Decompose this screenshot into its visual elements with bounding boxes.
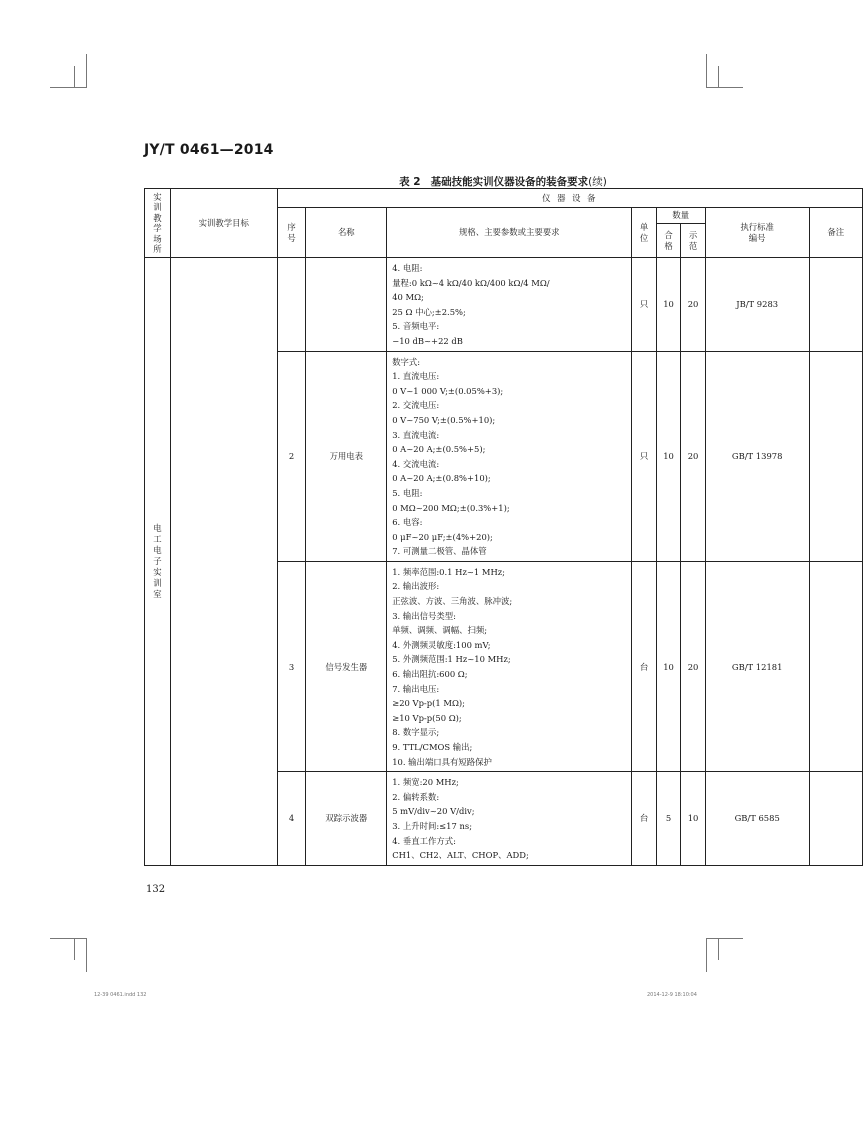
location-cell (145, 258, 171, 866)
header-unit-text: 单位 (639, 222, 649, 243)
header-location-text: 实训教学场所 (153, 191, 162, 254)
spec-cell (387, 561, 632, 771)
spec-line: 1. 频率范围:0.1 Hz~1 MHz; (392, 566, 505, 577)
spec-line: 量程:0 kΩ~4 kΩ/40 kΩ/400 kΩ/4 MΩ/ (392, 277, 550, 288)
seq-cell (277, 258, 306, 352)
caption-number: 表 2 (399, 176, 421, 188)
spec-line: 单频、调频、调幅、扫频; (392, 625, 488, 636)
standard-number: JY/T 0461—2014 (144, 142, 274, 158)
spec-line: 5. 电阻: (392, 487, 423, 498)
spec-line: 4. 外测频灵敏度:100 mV; (392, 639, 491, 650)
header-goal: 实训教学目标 (170, 189, 277, 258)
unit-cell: 台 (632, 772, 657, 866)
spec-line: ≥20 Vp-p(1 MΩ); (392, 698, 465, 709)
spec-line: 0 A~20 A;±(0.5%+5); (392, 444, 486, 455)
spec-cell (387, 351, 632, 561)
spec-line: 3. 上升时间:≤17 ns; (392, 820, 473, 831)
model-cell: 20 (681, 561, 706, 771)
spec-line: 0 MΩ~200 MΩ;±(0.3%+1); (392, 502, 510, 513)
spec-line: 正弦波、方波、三角波、脉冲波; (392, 596, 513, 607)
header-model-text: 示范 (688, 230, 698, 251)
spec-line: 2. 偏转系数: (392, 791, 440, 802)
crop-mark (50, 87, 87, 88)
spec-line: 5. 外测频范围:1 Hz~10 MHz; (392, 654, 511, 665)
spec-line: 7. 输出电压: (392, 683, 440, 694)
standard-cell: GB/T 13978 (705, 351, 809, 561)
spec-line: 1. 直流电压: (392, 371, 440, 382)
header-remark: 备注 (809, 208, 862, 258)
spec-line: 40 MΩ; (392, 292, 424, 303)
spec-cell (387, 258, 632, 352)
spec-line: 25 Ω 中心;±2.5%; (392, 306, 466, 317)
header-name: 名称 (306, 208, 387, 258)
crop-mark (706, 938, 707, 972)
spec-line: −10 dB~+22 dB (392, 335, 463, 346)
spec-line: 0 V~1 000 V;±(0.05%+3); (392, 385, 504, 396)
spec-line: 4. 电阻: (392, 263, 423, 273)
spec-line: 3. 输出信号类型: (392, 610, 456, 621)
spec-line: 4. 垂直工作方式: (392, 835, 456, 846)
print-timestamp: 2014-12-9 18:10:04 (647, 992, 697, 998)
name-cell (306, 258, 387, 352)
spec-line: 10. 输出端口具有短路保护 (392, 756, 492, 767)
header-unit (632, 208, 657, 258)
spec-line: 6. 电容: (392, 517, 423, 528)
header-quantity: 数量 (656, 208, 705, 224)
crop-mark (718, 66, 719, 88)
page-number: 132 (146, 884, 166, 895)
model-cell: 20 (681, 258, 706, 352)
spec-line: 0 μF~20 μF;±(4%+20); (392, 531, 493, 542)
equipment-table (144, 188, 863, 866)
header-location (145, 189, 171, 258)
remark-cell (809, 772, 862, 866)
spec-line: CH1、CH2、ALT、CHOP、ADD; (392, 850, 529, 861)
spec-line: 5 mV/div~20 V/div; (392, 806, 475, 817)
crop-mark (74, 938, 75, 960)
seq-cell: 4 (277, 772, 306, 866)
spec-line: 9. TTL/CMOS 输出; (392, 742, 473, 752)
location-text: 电工电子实训室 (153, 522, 162, 599)
crop-mark (74, 66, 75, 88)
crop-mark (718, 938, 719, 960)
standard-cell: JB/T 9283 (705, 258, 809, 352)
spec-line: 数字式: (392, 356, 421, 367)
qualified-cell: 10 (656, 351, 681, 561)
standard-cell: GB/T 12181 (705, 561, 809, 771)
spec-cell (387, 772, 632, 866)
standard-cell: GB/T 6585 (705, 772, 809, 866)
model-cell: 20 (681, 351, 706, 561)
spec-line: 1. 频宽:20 MHz; (392, 777, 459, 788)
spec-line: 6. 输出阻抗:600 Ω; (392, 669, 468, 680)
spec-line: 7. 可测量二极管、晶体管 (392, 546, 487, 557)
spec-line: 3. 直流电流: (392, 429, 440, 440)
model-cell: 10 (681, 772, 706, 866)
unit-cell: 只 (632, 258, 657, 352)
qualified-cell: 10 (656, 258, 681, 352)
seq-cell: 2 (277, 351, 306, 561)
header-standard-text: 执行标准编号 (740, 221, 774, 243)
header-seq-text: 序号 (287, 222, 296, 243)
spec-line: 0 A~20 A;±(0.8%+10); (392, 473, 491, 484)
header-seq (277, 208, 306, 258)
spec-line: 5. 音频电平: (392, 321, 440, 332)
header-standard (705, 208, 809, 258)
remark-cell (809, 258, 862, 352)
table-caption (144, 174, 862, 189)
remark-cell (809, 351, 862, 561)
spec-line: 2. 交流电压: (392, 400, 440, 411)
crop-mark (706, 87, 743, 88)
crop-mark (706, 938, 743, 939)
spec-line: 0 V~750 V;±(0.5%+10); (392, 414, 496, 425)
unit-cell: 台 (632, 561, 657, 771)
header-spec: 规格、主要参数或主要要求 (387, 208, 632, 258)
spec-line: 2. 输出波形: (392, 581, 440, 592)
name-cell: 双踪示波器 (306, 772, 387, 866)
table-row (145, 258, 863, 352)
print-file-info: 12-39 0461.indd 132 (94, 992, 147, 998)
seq-cell: 3 (277, 561, 306, 771)
header-model (681, 224, 706, 258)
spec-line: ≥10 Vp-p(50 Ω); (392, 712, 462, 723)
caption-title: 基础技能实训仪器设备的装备要求 (430, 176, 589, 188)
name-cell: 信号发生器 (306, 561, 387, 771)
qualified-cell: 5 (656, 772, 681, 866)
qualified-cell: 10 (656, 561, 681, 771)
crop-mark (86, 938, 87, 972)
crop-mark (706, 54, 707, 88)
unit-cell: 只 (632, 351, 657, 561)
crop-mark (50, 938, 87, 939)
header-qualified (656, 224, 681, 258)
header-equipment-group: 仪 器 设 备 (277, 189, 862, 208)
goal-cell (170, 258, 277, 866)
spec-line: 4. 交流电流: (392, 458, 440, 469)
remark-cell (809, 561, 862, 771)
crop-mark (86, 54, 87, 88)
name-cell: 万用电表 (306, 351, 387, 561)
header-qualified-text: 合格 (664, 230, 673, 251)
caption-suffix: (续) (588, 176, 607, 188)
spec-line: 8. 数字显示; (392, 727, 440, 738)
